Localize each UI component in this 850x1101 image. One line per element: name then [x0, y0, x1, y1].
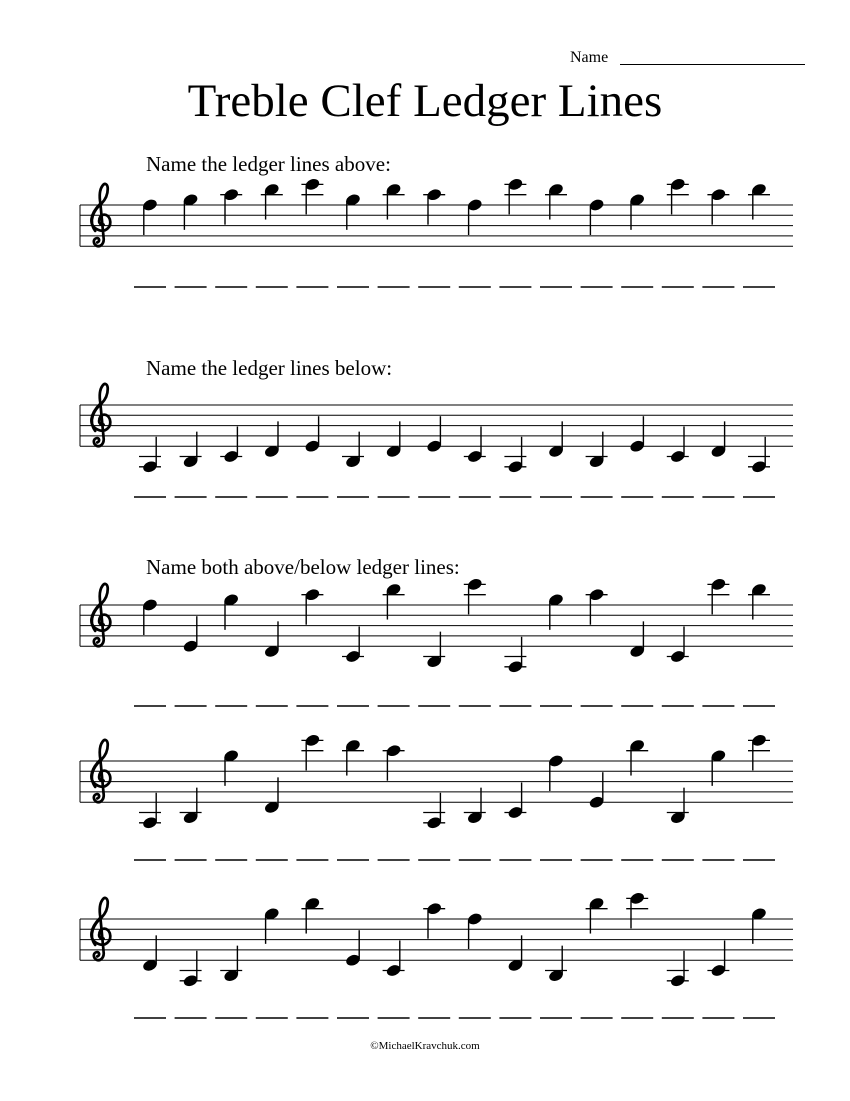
note: [466, 912, 483, 949]
note: [504, 783, 526, 820]
note: [139, 437, 161, 474]
note: [220, 427, 242, 464]
treble-clef-icon: [91, 184, 110, 246]
note: [142, 198, 159, 235]
note: [345, 193, 362, 230]
note: [180, 951, 202, 988]
footer-copyright: ©MichaelKravchuk.com: [370, 1040, 480, 1052]
note: [261, 182, 283, 219]
note: [667, 627, 689, 664]
note: [263, 621, 280, 658]
note: [507, 935, 524, 972]
note: [182, 193, 199, 230]
name-label: Name: [570, 49, 609, 66]
note: [182, 616, 199, 653]
note: [142, 598, 159, 635]
note: [629, 621, 646, 658]
note: [626, 891, 648, 928]
clef-stroke: [91, 740, 110, 802]
treble-clef-icon: [91, 384, 110, 446]
staff: [80, 733, 793, 860]
note: [710, 421, 727, 458]
note: [383, 743, 405, 780]
note: [301, 896, 323, 933]
note: [504, 637, 526, 674]
note: [545, 946, 567, 983]
staff: [80, 384, 793, 497]
note: [586, 432, 608, 469]
note: [667, 788, 689, 825]
note: [748, 437, 770, 474]
note: [220, 187, 242, 224]
note: [748, 733, 770, 770]
note: [426, 416, 443, 453]
note: [751, 907, 768, 944]
note: [748, 582, 770, 619]
note: [548, 754, 565, 791]
note: [385, 421, 402, 458]
note: [504, 437, 526, 474]
clef-stroke: [91, 584, 110, 646]
note: [342, 432, 364, 469]
note: [423, 632, 445, 669]
note: [180, 788, 202, 825]
treble-clef-icon: [91, 584, 110, 646]
treble-clef-icon: [91, 898, 110, 960]
note: [629, 193, 646, 230]
note: [710, 749, 727, 786]
instruction-above: Name the ledger lines above:: [146, 152, 391, 176]
note: [301, 733, 323, 770]
note: [545, 182, 567, 219]
note: [423, 901, 445, 938]
note: [180, 432, 202, 469]
note: [263, 421, 280, 458]
instruction-both: Name both above/below ledger lines:: [146, 555, 460, 579]
note: [586, 896, 608, 933]
note: [139, 793, 161, 830]
note: [667, 177, 689, 214]
note: [667, 427, 689, 464]
note: [504, 177, 526, 214]
note: [707, 941, 729, 978]
note: [342, 738, 364, 775]
note: [383, 941, 405, 978]
note: [383, 582, 405, 619]
note: [626, 738, 648, 775]
treble-clef-icon: [91, 740, 110, 802]
note: [707, 187, 729, 224]
note: [220, 946, 242, 983]
note: [301, 587, 323, 624]
note: [464, 788, 486, 825]
clef-stroke: [91, 184, 110, 246]
note: [301, 177, 323, 214]
note: [629, 416, 646, 453]
clef-stroke: [91, 898, 110, 960]
note: [748, 182, 770, 219]
note: [263, 777, 280, 814]
note: [548, 593, 565, 630]
staff: [80, 891, 793, 1018]
note: [548, 421, 565, 458]
note: [423, 187, 445, 224]
clef-stroke: [91, 384, 110, 446]
note: [588, 198, 605, 235]
note: [707, 577, 729, 614]
page-title: Treble Clef Ledger Lines: [187, 75, 663, 127]
instruction-below: Name the ledger lines below:: [146, 356, 393, 380]
note: [263, 907, 280, 944]
note: [223, 593, 240, 630]
note: [667, 951, 689, 988]
note: [586, 587, 608, 624]
note: [142, 935, 159, 972]
note: [588, 772, 605, 809]
staff: [80, 177, 793, 287]
note: [464, 427, 486, 464]
note: [223, 749, 240, 786]
note: [466, 198, 483, 235]
staff: [80, 577, 793, 706]
note: [423, 793, 445, 830]
note: [383, 182, 405, 219]
note: [304, 416, 321, 453]
note: [342, 627, 364, 664]
note: [345, 930, 362, 967]
note: [464, 577, 486, 614]
